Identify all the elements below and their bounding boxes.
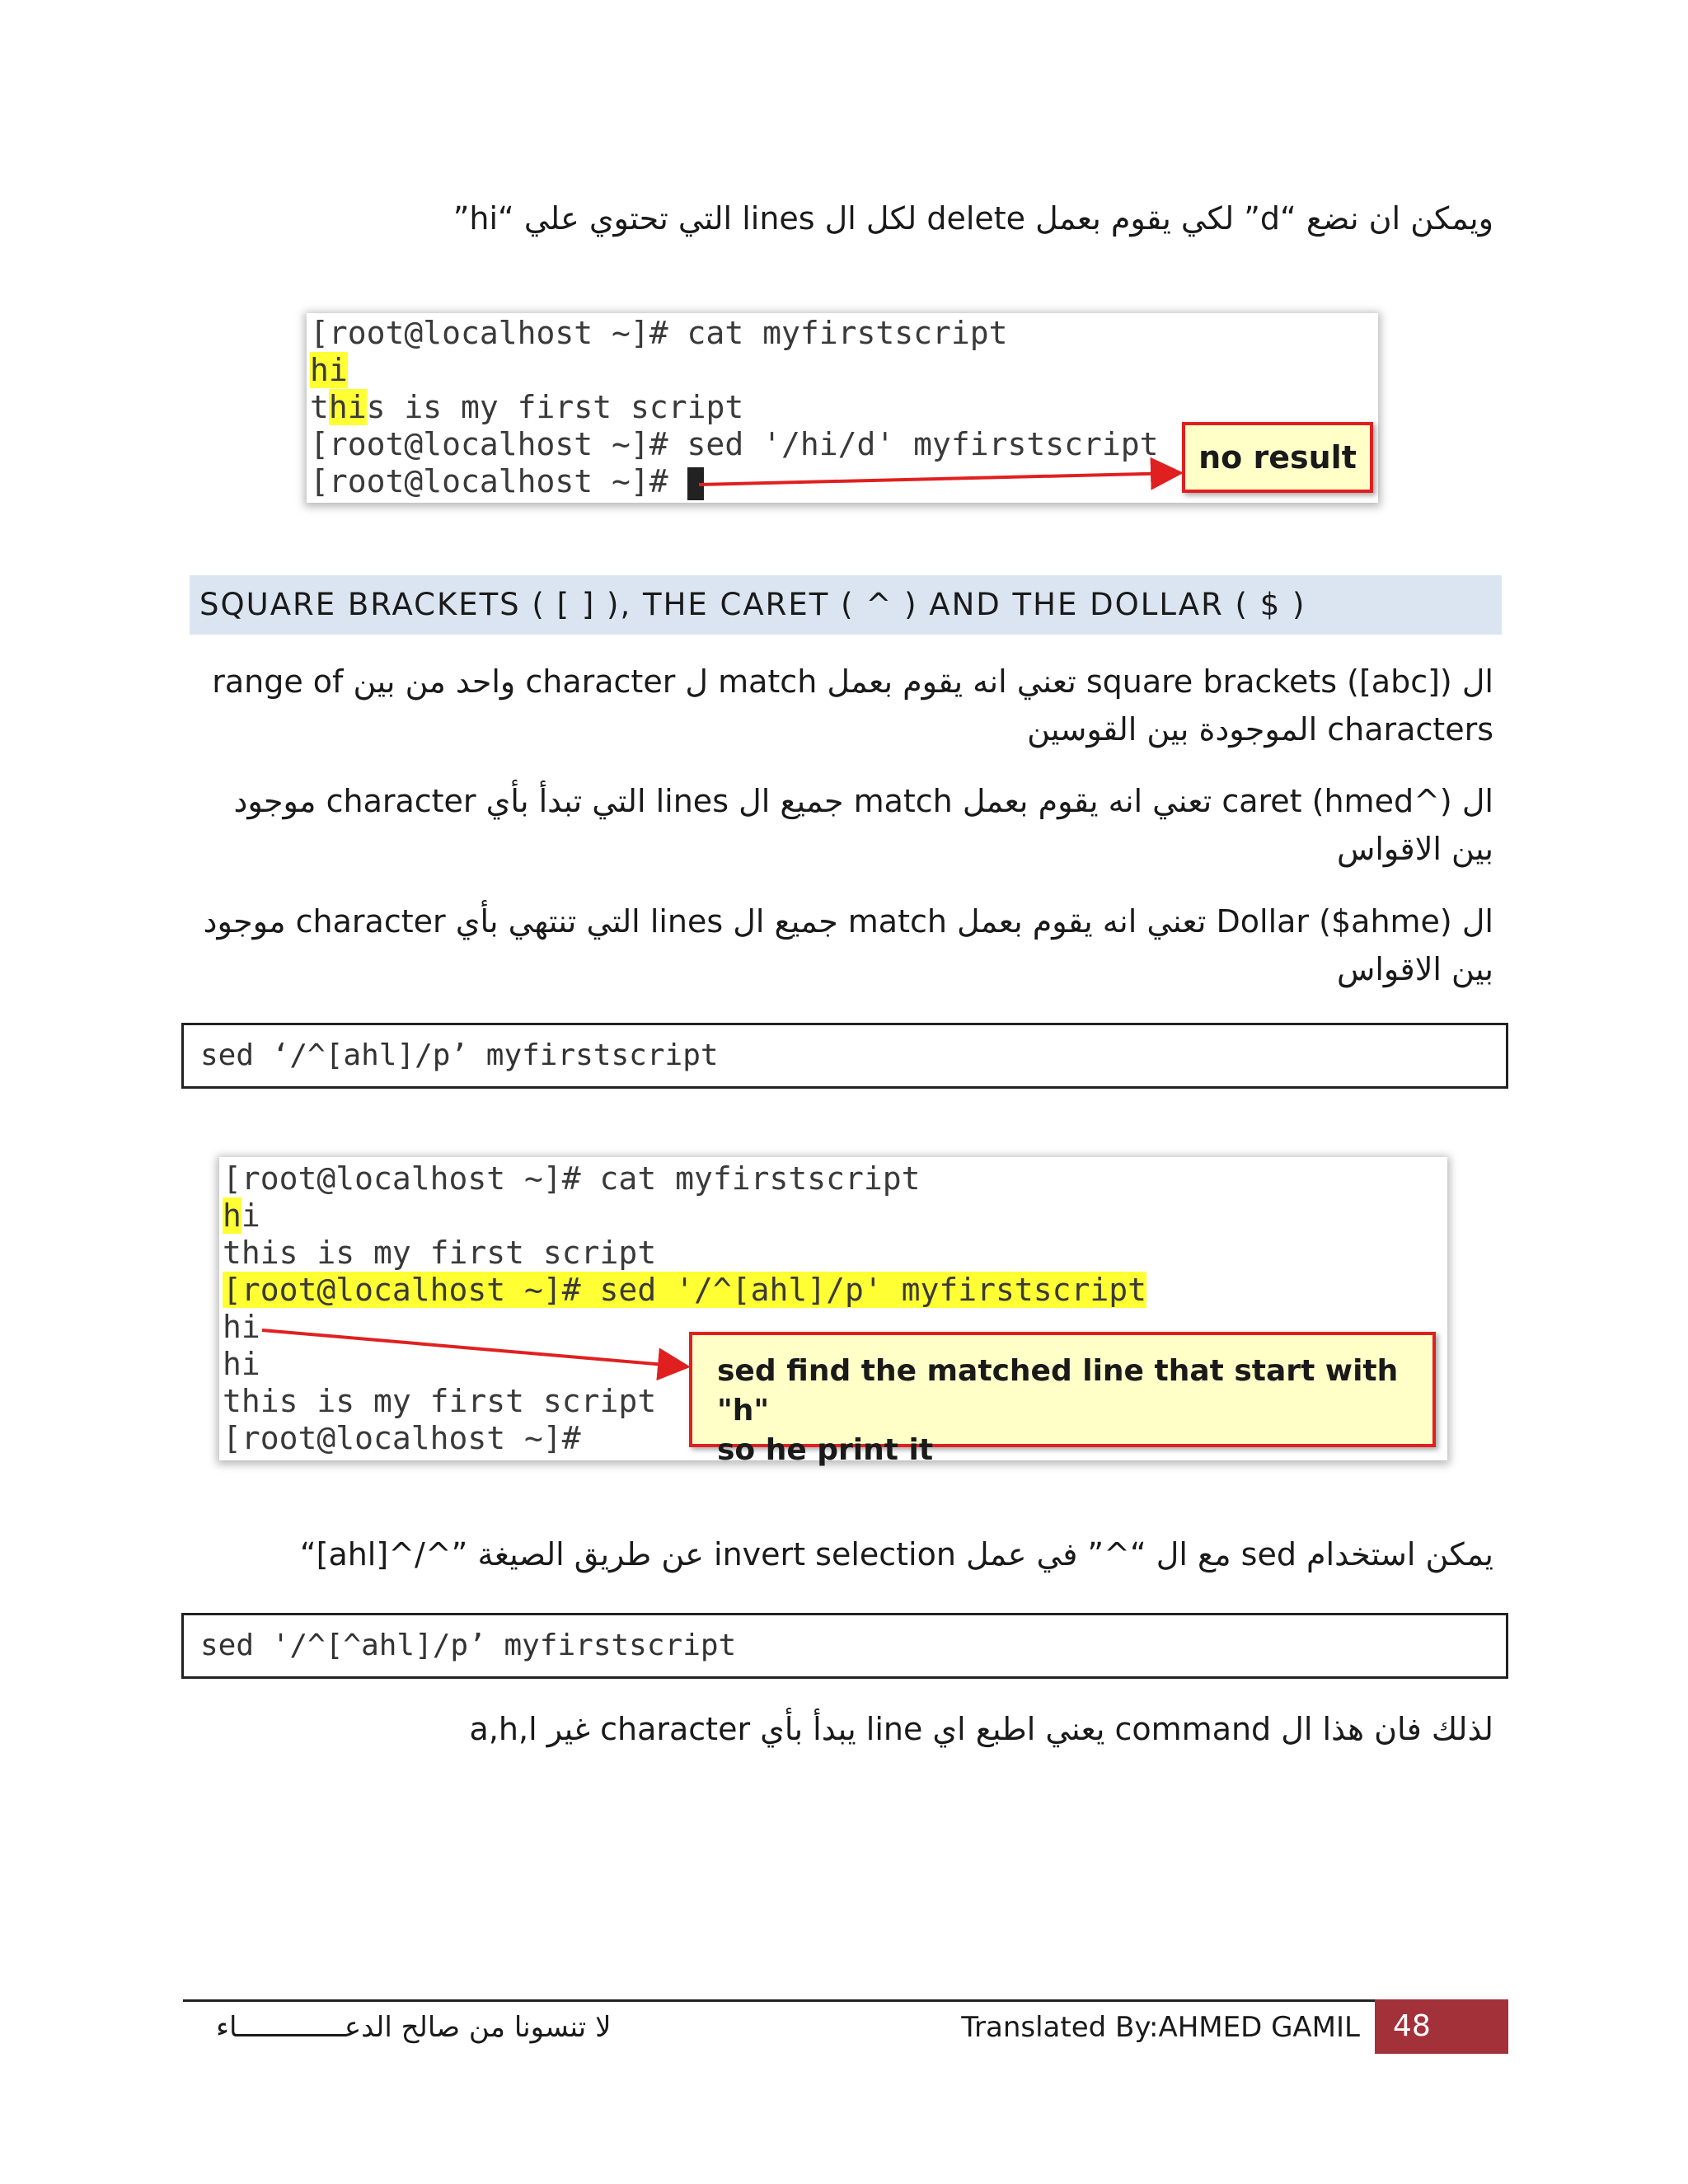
terminal-line: [root@localhost ~]# cat myfirstscript	[223, 1160, 921, 1197]
highlight-hi: hi	[328, 389, 367, 425]
terminal-line: this is my first script	[223, 1383, 657, 1419]
terminal-line: hi	[223, 1346, 260, 1382]
intro-delete-paragraph: ويمكن ان نضع “d” لكي يقوم بعمل delete لكل ال lines التي تحتوي علي “hi”	[452, 200, 1493, 237]
dollar-paragraph: ال (ahme$) Dollar تعني انه يقوم بعمل match جميع ال lines التي تنتهي بأي character موجود بين الاقواس	[203, 903, 1493, 987]
no-result-callout: no result	[1182, 422, 1373, 493]
caret-paragraph: ال (^hmed) caret تعني انه يقوم بعمل match جميع ال lines التي تبدأ بأي character موجود بين الاقواس	[233, 783, 1493, 867]
terminal-line	[310, 352, 348, 389]
highlight-hi: hi	[310, 352, 348, 388]
page-number: 48	[1375, 1999, 1508, 2054]
cursor-block	[687, 467, 704, 500]
matched-line-callout	[689, 1332, 1436, 1467]
terminal-line	[223, 1272, 1146, 1309]
terminal-line: hi	[223, 1309, 260, 1345]
square-brackets-paragraph: ال ([abc]) square brackets تعني انه يقوم بعمل match ل character واحد من بين range of characters الموجودة بين القوسين	[212, 663, 1493, 748]
code-box-invert-command: sed '/^[^ahl]/p’ myfirstscript	[181, 1613, 1508, 1679]
footer-dua: لا تنسونا من صالح الدعـــــــــــــاء	[216, 2011, 612, 2044]
callout-line-2: so he print it	[717, 1433, 934, 1467]
highlight-h: h	[223, 1197, 241, 1234]
terminal-line: [root@localhost ~]# cat myfirstscript	[310, 315, 1008, 351]
terminal-line: [root@localhost ~]#	[310, 463, 704, 500]
terminal-line: [root@localhost ~]# sed '/hi/d' myfirstscript	[310, 426, 1159, 462]
highlighted-sed-command: [root@localhost ~]# sed '/^[ahl]/p' myfirstscript	[223, 1272, 1147, 1308]
footer-credit: Translated By:AHMED GAMIL	[961, 2011, 1360, 2044]
terminal-line: hi	[223, 1197, 260, 1234]
section-heading: SQUARE BRACKETS ( [ ] ), THE CARET ( ^ ) AND THE DOLLAR ( $ )	[190, 575, 1502, 635]
footer-divider	[183, 1999, 1508, 2002]
callout-line-1: sed find the matched line that start with "h"	[717, 1354, 1399, 1427]
terminal-line: this is my first script	[310, 389, 744, 425]
code-box-caret-command: sed ‘/^[ahl]/p’ myfirstscript	[181, 1023, 1508, 1089]
invert-selection-paragraph: يمكن استخدام sed مع ال “^” في عمل invert selection عن طريق الصيغة ”^/^[ahl]“	[299, 1536, 1493, 1572]
terminal-line: this is my first script	[223, 1235, 657, 1271]
conclusion-paragraph: لذلك فان هذا ال command يعني اطبع اي line يبدأ بأي character غير a,h,l	[469, 1711, 1493, 1747]
terminal-line: [root@localhost ~]#	[223, 1420, 581, 1456]
